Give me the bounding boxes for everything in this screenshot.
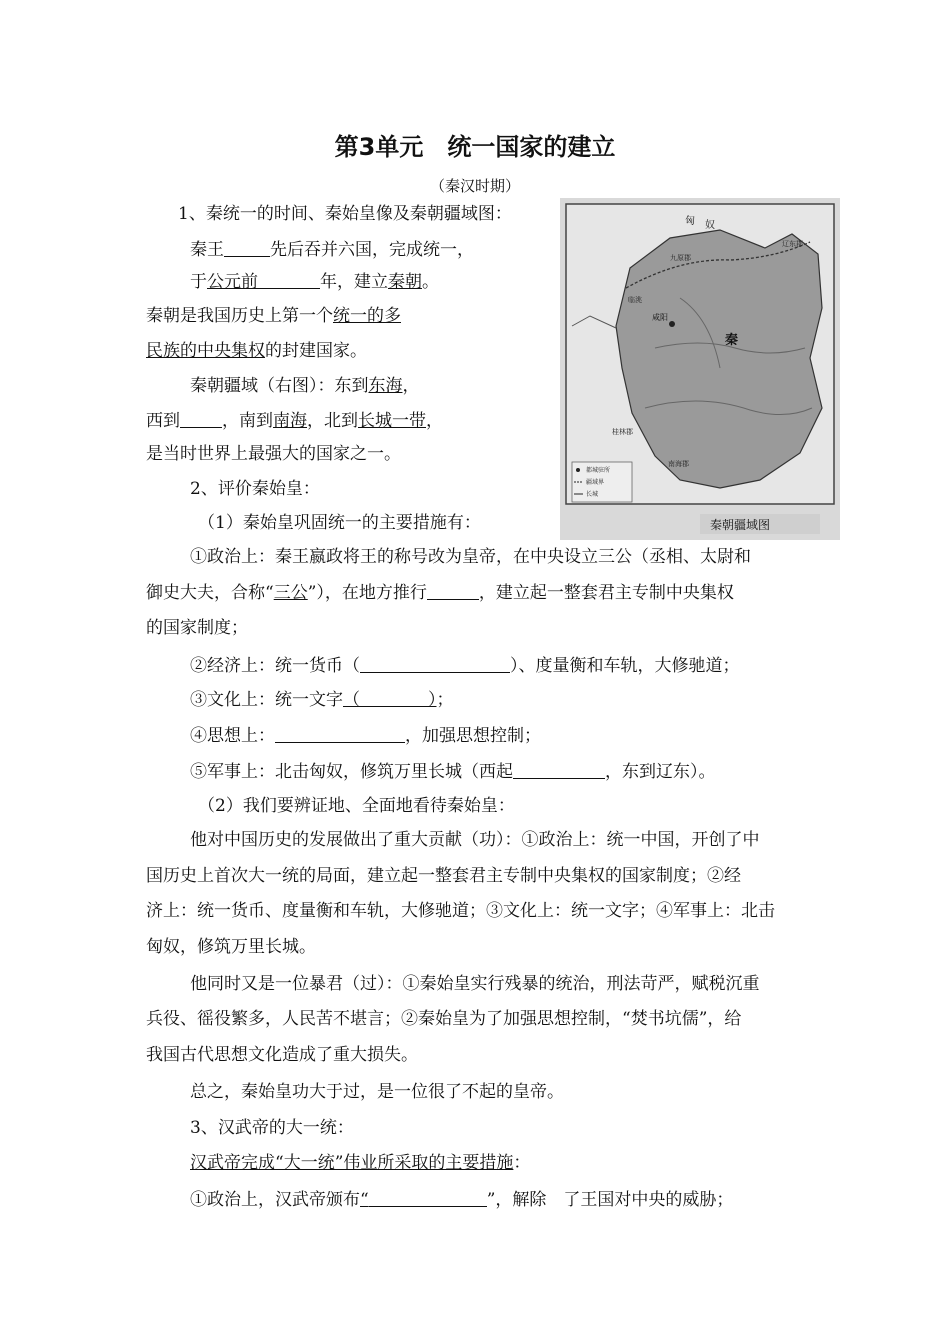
blank-field[interactable]	[513, 760, 605, 779]
text: 秦朝是我国历史上第一个	[146, 306, 333, 326]
section1-heading: 1、秦统一的时间、秦始皇像及秦朝疆域图：	[178, 204, 512, 224]
s1-line5	[190, 375, 420, 397]
section2-heading: 2、评价秦始皇：	[190, 479, 320, 499]
text: ）、度量衡和车轨，大修驰道；	[510, 656, 740, 676]
map-label: 九原郡	[670, 254, 691, 262]
text: ，北到	[307, 411, 358, 431]
text-underlined: “	[360, 1190, 369, 1210]
text-underlined: 汉武帝完成“大一统”伟业所采取的主要措施	[190, 1153, 514, 1173]
map-legend-item: 都城驻所	[586, 467, 611, 474]
s2-fault-line1: 他同时又是一位暴君（过）：①秦始皇实行残暴的统治，刑法苛严，赋税沉重	[190, 974, 760, 994]
map-label: 奴	[705, 220, 715, 231]
text: ，南到	[222, 411, 273, 431]
text: ”	[486, 1190, 496, 1210]
blank-field[interactable]: （ ）	[343, 690, 437, 710]
map-label: 临洮	[628, 296, 642, 304]
text-underlined: 民族的中央集权	[146, 341, 265, 361]
page-title: 第3单元 统一国家的建立	[334, 133, 616, 161]
s2-politics-line3: 的国家制度；	[146, 618, 248, 638]
text: ⑤军事上：北击匈奴，修筑万里长城（西起	[190, 762, 513, 782]
text: 先后吞并六国，完成统一，	[270, 240, 474, 260]
text: ，	[426, 411, 443, 431]
s2-military-line	[190, 760, 716, 783]
text: 御史大夫，合称“	[146, 583, 274, 603]
blank-field[interactable]	[224, 238, 270, 257]
text: ，建立起一整套君主专制中央集权	[478, 583, 734, 603]
text-underlined: 南海	[273, 411, 307, 431]
section3-heading: 3、汉武帝的大一统：	[190, 1118, 354, 1138]
s2-fault-line2: 兵役、徭役繁多，人民苦不堪言；②秦始皇为了加强思想控制，“焚书坑儒”，给	[146, 1009, 742, 1029]
text-underlined: 统一的多	[333, 306, 401, 326]
text: ②经济上：统一货币（	[190, 656, 360, 676]
blank-field[interactable]	[360, 654, 510, 673]
text: ，加强思想控制；	[405, 726, 541, 746]
text: ，解除 了王国对中央的威胁；	[495, 1190, 734, 1210]
map-label: 南海郡	[668, 460, 689, 468]
text-underlined: 秦朝	[388, 272, 422, 292]
text: ③文化上：统一文字	[190, 690, 343, 710]
s1-line6	[146, 409, 443, 432]
s2-merit-line2: 国历史上首次大一统的局面，建立起一整套君主专制中央集权的国家制度；②经	[146, 866, 741, 886]
text: ，	[402, 376, 420, 396]
page-subtitle: （秦汉时期）	[429, 177, 520, 195]
s2-politics-line2	[146, 581, 734, 604]
text: 秦朝疆域（右图）：东到	[190, 376, 369, 396]
qin-territory-map	[560, 198, 840, 540]
text: 年，建立	[320, 272, 388, 292]
s2-merit-line1: 他对中国历史的发展做出了重大贡献（功）：①政治上：统一中国，开创了中	[190, 830, 760, 850]
s3-politics-line	[190, 1188, 733, 1211]
s1-line2	[190, 270, 439, 293]
text: ④思想上：	[190, 726, 275, 746]
s2-point2: （2）我们要辨证地、全面地看待秦始皇：	[198, 796, 515, 816]
s2-merit-line3: 济上：统一货币、度量衡和车轨，大修驰道；③文化上：统一文字；④军事上：北击	[146, 901, 775, 921]
text: 于	[190, 272, 207, 292]
map-legend-item: 疆域界	[586, 479, 605, 486]
s2-thought-line	[190, 724, 541, 747]
map-label: 咸阳	[652, 313, 668, 322]
text: ，东到辽东）。	[605, 762, 716, 782]
blank-field[interactable]	[258, 270, 320, 289]
s2-merit-line4: 匈奴，修筑万里长城。	[146, 937, 316, 957]
text: ：	[513, 1153, 531, 1173]
s1-line7: 是当时世界上最强大的国家之一。	[146, 444, 401, 464]
text-underlined: 东海	[368, 376, 403, 396]
blank-field[interactable]	[180, 409, 222, 428]
s2-politics-line1: ①政治上：秦王嬴政将王的称号改为皇帝，在中央设立三公（丞相、太尉和	[190, 547, 751, 567]
text: ①政治上，汉武帝颁布	[190, 1190, 360, 1210]
map-label: 匈	[685, 216, 695, 227]
text: ”），在地方推行	[307, 583, 427, 603]
s2-fault-line3: 我国古代思想文化造成了重大损失。	[146, 1045, 418, 1065]
blank-field[interactable]	[369, 1188, 487, 1207]
blank-field[interactable]	[427, 581, 479, 600]
s1-line1	[190, 238, 474, 261]
text: ；	[436, 690, 454, 710]
text: 秦王	[190, 240, 224, 260]
text-underlined: 长城一带	[358, 411, 426, 431]
s1-line3	[146, 305, 401, 327]
map-image	[560, 198, 840, 540]
text: 。	[422, 272, 439, 292]
text-underlined: 公元前	[207, 272, 258, 292]
map-label: 辽东郡	[782, 240, 803, 248]
text: 的封建国家。	[265, 341, 367, 361]
s2-point1: （1）秦始皇巩固统一的主要措施有：	[198, 513, 481, 533]
text-underlined: 三公	[273, 583, 308, 603]
blank-field[interactable]	[275, 724, 405, 743]
s2-economy-line	[190, 654, 740, 677]
s3-subheading	[190, 1152, 530, 1174]
map-legend-item: 长城	[586, 491, 599, 498]
s2-conclusion: 总之，秦始皇功大于过，是一位很了不起的皇帝。	[190, 1082, 564, 1102]
s1-line4	[146, 340, 367, 362]
map-caption: 秦朝疆域图	[710, 518, 771, 532]
text: 西到	[146, 411, 180, 431]
map-label: 秦	[725, 333, 739, 348]
map-label: 桂林郡	[612, 428, 633, 436]
s2-culture-line	[190, 689, 454, 711]
